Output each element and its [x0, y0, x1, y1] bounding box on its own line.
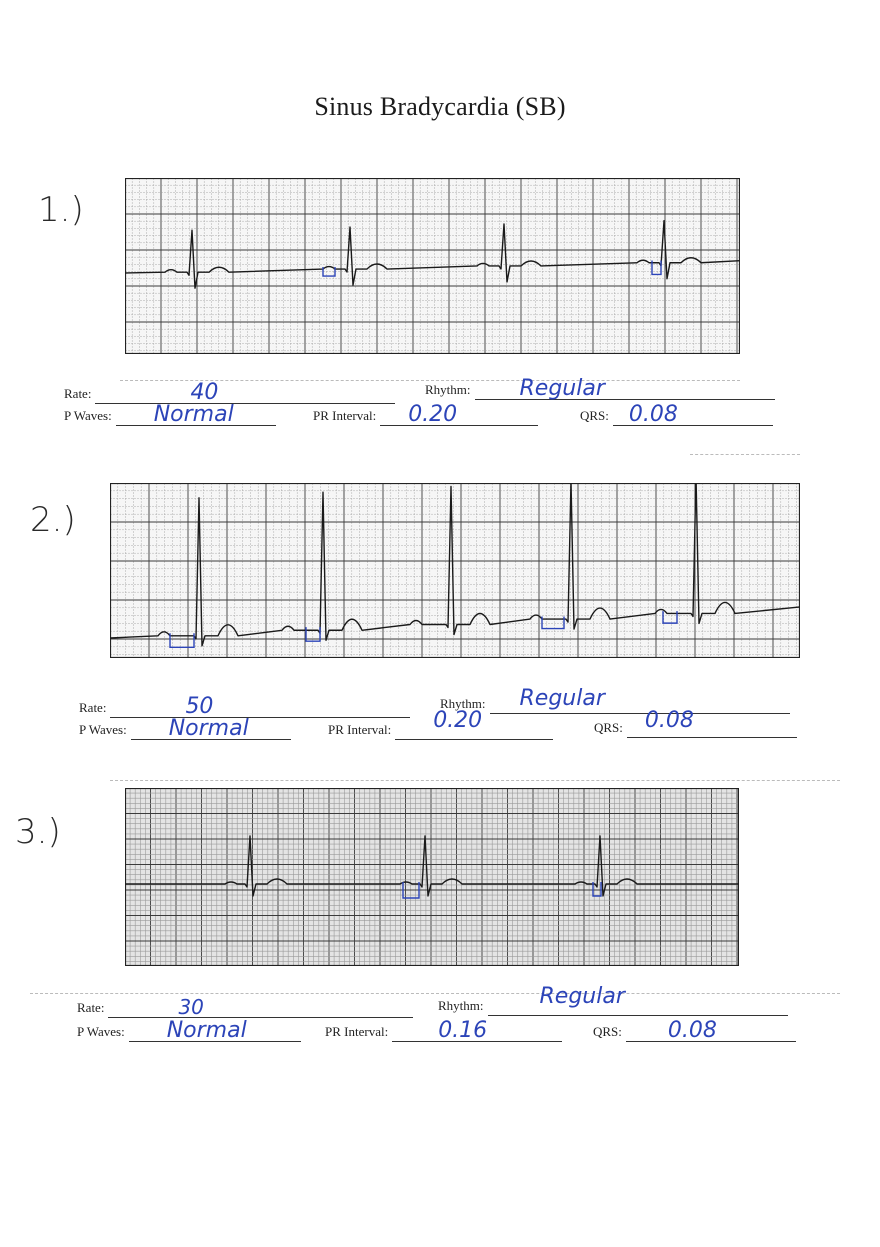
pr-interval-value-2: 0.20	[433, 708, 483, 733]
p-waves-label: P Waves:	[77, 1024, 125, 1039]
ecg-strip-2	[110, 483, 800, 658]
divider	[690, 454, 800, 455]
qrs-label: QRS:	[593, 1024, 622, 1039]
pr-interval-field-3[interactable]	[325, 1014, 562, 1042]
rate-label: Rate:	[79, 700, 107, 715]
qrs-label: QRS:	[594, 720, 623, 735]
rhythm-value-3: Regular	[539, 984, 625, 1009]
p-waves-field-1[interactable]	[64, 398, 276, 426]
qrs-value-2: 0.08	[644, 708, 694, 733]
pr-interval-value-1: 0.20	[408, 402, 458, 427]
divider	[110, 780, 840, 781]
pr-interval-label: PR Interval:	[325, 1024, 389, 1039]
rate-value-3: 30	[178, 995, 204, 1019]
strip-number-3: 3.)	[15, 812, 61, 852]
p-waves-field-2[interactable]	[79, 712, 291, 740]
qrs-value-3: 0.08	[667, 1018, 717, 1043]
rhythm-label: Rhythm:	[438, 998, 484, 1013]
ecg-grid	[125, 178, 740, 354]
rate-value-2: 50	[185, 694, 214, 719]
pr-interval-field-2[interactable]	[328, 708, 553, 740]
qrs-label: QRS:	[580, 408, 609, 423]
p-waves-value-1: Normal	[153, 402, 234, 427]
rhythm-label: Rhythm:	[425, 382, 471, 397]
page-title: Sinus Bradycardia (SB)	[314, 92, 566, 121]
p-waves-field-3[interactable]	[77, 1014, 301, 1042]
ecg-grid	[125, 788, 739, 966]
ecg-strip-1	[125, 178, 740, 354]
rhythm-label: Rhythm:	[440, 696, 486, 711]
rate-value-1: 40	[190, 380, 219, 405]
pr-interval-value-3: 0.16	[438, 1018, 488, 1043]
ecg-trace-2	[110, 483, 800, 658]
rhythm-value-2: Regular	[519, 686, 605, 711]
qrs-value-1: 0.08	[628, 402, 678, 427]
p-waves-value-2: Normal	[168, 716, 249, 741]
strip-number-1: 1.)	[38, 190, 84, 230]
strip-number-2: 2.)	[30, 500, 76, 540]
qrs-field-2[interactable]	[594, 710, 797, 738]
rhythm-value-1: Regular	[519, 376, 605, 401]
pr-interval-label: PR Interval:	[328, 722, 392, 737]
rhythm-field-1[interactable]	[425, 372, 775, 400]
qrs-field-3[interactable]	[593, 1014, 796, 1042]
p-waves-label: P Waves:	[79, 722, 127, 737]
ecg-trace-3	[125, 788, 739, 966]
qrs-field-1[interactable]	[580, 398, 773, 426]
rate-label: Rate:	[77, 1000, 105, 1015]
p-waves-label: P Waves:	[64, 408, 112, 423]
pr-interval-label: PR Interval:	[313, 408, 377, 423]
p-waves-value-3: Normal	[166, 1018, 247, 1043]
rate-label: Rate:	[64, 386, 92, 401]
ecg-trace-1	[125, 178, 740, 354]
ecg-strip-3	[125, 788, 739, 966]
rhythm-field-3[interactable]	[438, 984, 788, 1016]
pr-interval-field-1[interactable]	[313, 398, 538, 426]
